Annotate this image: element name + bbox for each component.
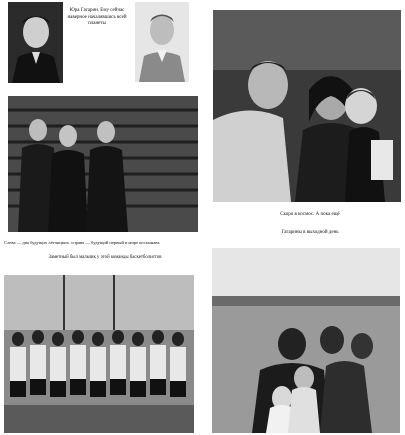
sports-team-photo	[4, 275, 194, 433]
family-subcaption: Гагарины в выходной день	[281, 230, 339, 235]
three-men-photo	[8, 96, 198, 232]
family-caption: Скоро в космос. А пока ещё	[280, 212, 340, 217]
yuri-portrait-caption: Юра Гагарин. Ему сейчас наверное началявшись всей планеты	[67, 8, 127, 26]
three-men-caption: Слева — два будущих лётчицких. справа — будущий первый в мире космонавт.	[4, 240, 161, 245]
sports-team-caption: Заметный был мальчик у этой команды баскетболистов	[48, 255, 162, 260]
portrait-right-photo	[135, 2, 189, 82]
portrait-left-photo	[8, 2, 63, 83]
family-photo	[213, 10, 401, 202]
outdoor-group-photo	[212, 248, 400, 433]
